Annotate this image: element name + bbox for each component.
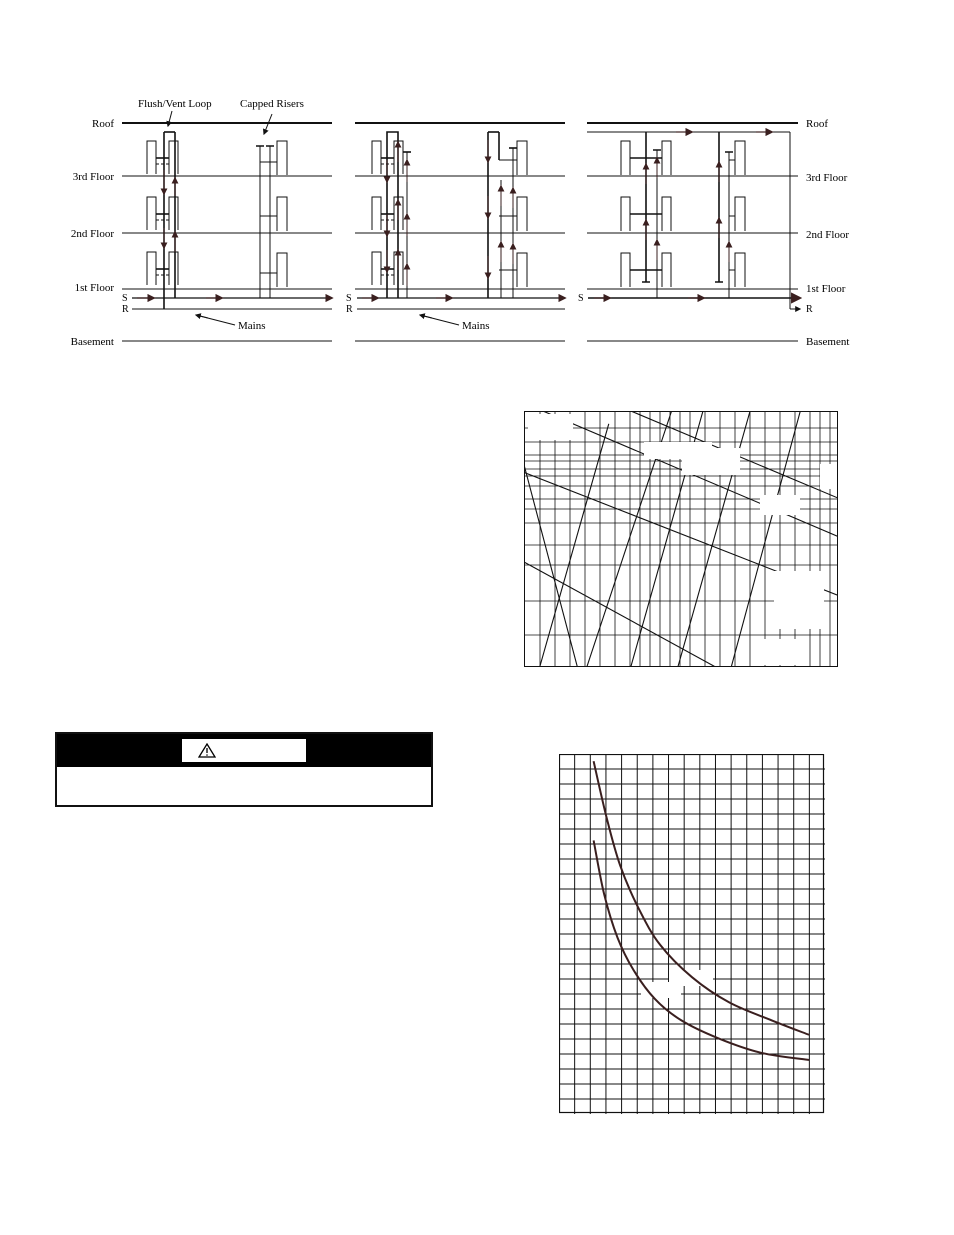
label-supply-1: S: [122, 293, 128, 304]
chart-diagonal-grid: [524, 411, 838, 667]
label-supply-2: S: [346, 293, 352, 304]
chart-1-label-gaps: [528, 414, 837, 665]
chart-1-series-line-7: [524, 562, 716, 667]
label-flush-vent-loop: Flush/Vent Loop: [138, 98, 212, 110]
label-return-3: R: [806, 304, 813, 315]
label-supply-3: S: [578, 293, 584, 304]
label-mains-1: Mains: [238, 320, 266, 332]
label-second-floor-right: 2nd Floor: [806, 229, 850, 241]
panel-2: [346, 123, 565, 341]
riser-piping-diagram: [0, 0, 954, 360]
chart-decay-curves: [559, 754, 825, 1114]
caution-box: [55, 732, 433, 807]
label-capped-risers: Capped Risers: [240, 98, 304, 110]
label-return-1: R: [122, 304, 129, 315]
caution-signal-tag: [182, 739, 306, 762]
label-first-floor-right: 1st Floor: [806, 283, 846, 295]
label-first-floor-left: 1st Floor: [74, 282, 114, 294]
chart-2-gridlines: [559, 754, 825, 1114]
label-mains-2: Mains: [462, 320, 490, 332]
panel-1: [71, 98, 332, 348]
label-second-floor-left: 2nd Floor: [70, 228, 114, 240]
label-third-floor-right: 3rd Floor: [806, 172, 848, 184]
caution-header-bar: [57, 734, 431, 767]
chart-2-curve-2: [594, 840, 809, 1060]
label-roof-right: Roof: [806, 118, 828, 130]
warning-triangle-icon: [198, 743, 216, 758]
panel-3: [578, 118, 849, 348]
label-return-2: R: [346, 304, 353, 315]
label-basement-right: Basement: [806, 336, 850, 348]
label-roof-left: Roof: [92, 118, 114, 130]
label-basement-left: Basement: [70, 336, 114, 348]
chart-2-lines: [594, 761, 809, 1060]
label-third-floor-left: 3rd Floor: [72, 171, 114, 183]
